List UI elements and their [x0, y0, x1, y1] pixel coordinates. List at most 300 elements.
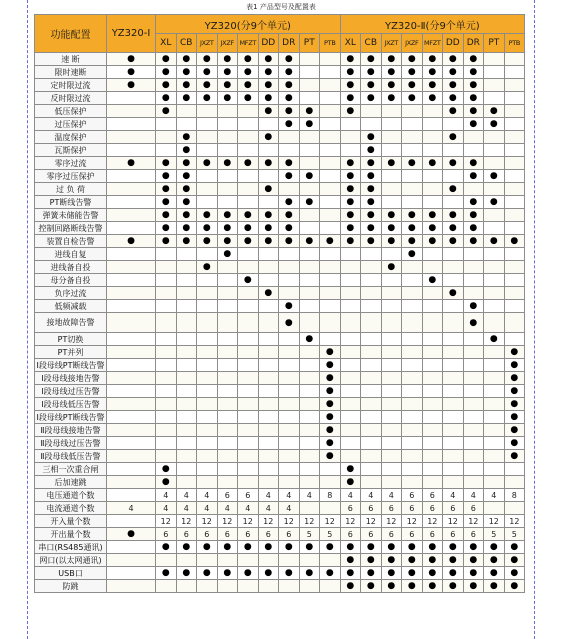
- config-dot-icon: ●: [264, 542, 273, 552]
- empty-cell: [484, 287, 505, 300]
- empty-cell: [176, 411, 197, 424]
- config-cell: [320, 398, 341, 411]
- empty-cell: [217, 554, 238, 567]
- config-dot-icon: ●: [387, 223, 396, 233]
- config-cell: [156, 105, 177, 118]
- config-dot-icon: ●: [489, 581, 498, 591]
- count-cell: 4: [197, 502, 218, 515]
- feature-label: 过压保护: [35, 118, 107, 131]
- empty-cell: [238, 248, 259, 261]
- empty-cell: [484, 183, 505, 196]
- empty-cell: [381, 450, 402, 463]
- count-cell: 6: [402, 489, 423, 502]
- empty-cell: [381, 346, 402, 359]
- config-cell: [156, 541, 177, 554]
- count-cell: 6: [279, 528, 300, 541]
- empty-cell: [258, 274, 279, 287]
- count-cell: 4: [176, 502, 197, 515]
- config-dot-icon: ●: [127, 54, 135, 64]
- count-cell: 4: [258, 502, 279, 515]
- count-cell: 6: [381, 502, 402, 515]
- config-dot-icon: ●: [387, 158, 396, 168]
- config-dot-icon: ●: [223, 80, 232, 90]
- config-dot-icon: ●: [387, 262, 396, 272]
- config-dot-icon: ●: [469, 568, 478, 578]
- config-dot-icon: ●: [448, 132, 457, 142]
- empty-cell: [361, 313, 382, 333]
- config-cell: [176, 541, 197, 554]
- empty-cell: [504, 196, 525, 209]
- config-dot-icon: ●: [510, 360, 519, 370]
- config-dot-icon: ●: [428, 54, 437, 64]
- config-dot-icon: ●: [127, 158, 135, 168]
- empty-cell: [484, 274, 505, 287]
- empty-cell: [279, 476, 300, 489]
- config-dot-icon: ●: [202, 80, 211, 90]
- config-cell: [443, 209, 464, 222]
- count-cell: 4: [381, 489, 402, 502]
- count-cell: 6: [197, 528, 218, 541]
- config-cell: [156, 463, 177, 476]
- empty-cell: [484, 157, 505, 170]
- empty-cell: [299, 287, 320, 300]
- empty-cell: [156, 131, 177, 144]
- config-dot-icon: ●: [202, 93, 211, 103]
- config-cell: [258, 157, 279, 170]
- config-dot-icon: ●: [510, 425, 519, 435]
- config-cell: [340, 541, 361, 554]
- empty-cell: [197, 287, 218, 300]
- empty-cell: [258, 554, 279, 567]
- empty-cell: [197, 450, 218, 463]
- config-dot-icon: ●: [305, 542, 314, 552]
- empty-cell: [279, 398, 300, 411]
- config-dot-icon: ●: [182, 132, 191, 142]
- config-dot-icon: ●: [127, 529, 135, 539]
- table-row: [35, 502, 525, 515]
- config-cell: [402, 580, 423, 593]
- empty-cell: [463, 248, 484, 261]
- empty-cell: [320, 118, 341, 131]
- config-cell: [381, 261, 402, 274]
- config-cell: [340, 53, 361, 66]
- config-cell: [258, 53, 279, 66]
- config-cell: [463, 170, 484, 183]
- config-cell: [422, 53, 443, 66]
- config-dot-icon: ●: [469, 555, 478, 565]
- config-cell: [299, 105, 320, 118]
- empty-cell: [217, 580, 238, 593]
- empty-cell: [402, 313, 423, 333]
- table-row: [35, 567, 525, 580]
- config-cell: [156, 53, 177, 66]
- config-cell: [443, 105, 464, 118]
- table-row: [35, 235, 525, 248]
- config-dot-icon: ●: [346, 197, 355, 207]
- empty-cell: [463, 144, 484, 157]
- empty-cell: [361, 346, 382, 359]
- config-cell: [361, 554, 382, 567]
- empty-cell: [107, 313, 156, 333]
- table-row: [35, 92, 525, 105]
- config-cell: [463, 567, 484, 580]
- count-cell: 4: [279, 489, 300, 502]
- config-cell: [176, 235, 197, 248]
- feature-label: 低频减载: [35, 300, 107, 313]
- config-cell: [299, 567, 320, 580]
- config-dot-icon: ●: [407, 249, 416, 259]
- empty-cell: [299, 209, 320, 222]
- config-cell: [463, 118, 484, 131]
- empty-cell: [279, 346, 300, 359]
- config-dot-icon: ●: [346, 542, 355, 552]
- count-cell: 4: [299, 489, 320, 502]
- config-dot-icon: ●: [264, 223, 273, 233]
- empty-cell: [484, 359, 505, 372]
- table-row: [35, 105, 525, 118]
- empty-cell: [463, 398, 484, 411]
- count-cell: 6: [422, 528, 443, 541]
- empty-cell: [176, 346, 197, 359]
- config-cell: [156, 79, 177, 92]
- config-dot-icon: ●: [161, 197, 170, 207]
- empty-cell: [238, 261, 259, 274]
- config-cell: [463, 235, 484, 248]
- config-dot-icon: ●: [161, 106, 170, 116]
- empty-cell: [484, 222, 505, 235]
- empty-cell: [504, 333, 525, 346]
- config-cell: [176, 66, 197, 79]
- table-body: [35, 53, 525, 593]
- feature-label: Ⅱ段母线过压告警: [35, 437, 107, 450]
- empty-cell: [279, 424, 300, 437]
- config-dot-icon: ●: [182, 171, 191, 181]
- config-dot-icon: ●: [448, 581, 457, 591]
- empty-cell: [422, 385, 443, 398]
- empty-cell: [156, 411, 177, 424]
- empty-cell: [361, 333, 382, 346]
- config-cell: [361, 235, 382, 248]
- count-cell: 12: [381, 515, 402, 528]
- empty-cell: [217, 411, 238, 424]
- empty-cell: [340, 300, 361, 313]
- empty-cell: [258, 580, 279, 593]
- empty-cell: [504, 157, 525, 170]
- config-dot-icon: ●: [428, 93, 437, 103]
- config-cell: [176, 196, 197, 209]
- config-cell: [422, 541, 443, 554]
- table-row: [35, 287, 525, 300]
- count-cell: 12: [176, 515, 197, 528]
- config-cell: [156, 476, 177, 489]
- empty-cell: [176, 333, 197, 346]
- table-caption: 表1 产品型号及配置表: [246, 3, 316, 11]
- empty-cell: [381, 183, 402, 196]
- empty-cell: [361, 463, 382, 476]
- empty-cell: [320, 53, 341, 66]
- empty-cell: [340, 346, 361, 359]
- empty-cell: [176, 424, 197, 437]
- config-dot-icon: ●: [264, 158, 273, 168]
- config-dot-icon: ●: [407, 93, 416, 103]
- config-dot-icon: ●: [202, 67, 211, 77]
- empty-cell: [320, 261, 341, 274]
- config-dot-icon: ●: [161, 93, 170, 103]
- empty-cell: [299, 437, 320, 450]
- config-cell: [484, 170, 505, 183]
- empty-cell: [258, 463, 279, 476]
- table-row: [35, 157, 525, 170]
- empty-cell: [299, 248, 320, 261]
- empty-cell: [107, 222, 156, 235]
- empty-cell: [258, 476, 279, 489]
- empty-cell: [299, 157, 320, 170]
- config-dot-icon: ●: [387, 568, 396, 578]
- empty-cell: [422, 463, 443, 476]
- config-dot-icon: ●: [489, 197, 498, 207]
- empty-cell: [107, 287, 156, 300]
- config-cell: [463, 222, 484, 235]
- config-dot-icon: ●: [202, 568, 211, 578]
- empty-cell: [238, 131, 259, 144]
- config-dot-icon: ●: [182, 197, 191, 207]
- empty-cell: [340, 450, 361, 463]
- config-cell: [402, 554, 423, 567]
- config-dot-icon: ●: [346, 67, 355, 77]
- empty-cell: [463, 287, 484, 300]
- empty-cell: [381, 385, 402, 398]
- config-dot-icon: ●: [346, 93, 355, 103]
- config-cell: [176, 209, 197, 222]
- config-cell: [279, 157, 300, 170]
- config-cell: [361, 131, 382, 144]
- count-cell: 4: [156, 489, 177, 502]
- right-margin-guide: [534, 0, 535, 639]
- config-dot-icon: ●: [284, 119, 293, 129]
- empty-cell: [320, 554, 341, 567]
- config-dot-icon: ●: [264, 80, 273, 90]
- config-cell: [504, 541, 525, 554]
- config-cell: [422, 554, 443, 567]
- config-dot-icon: ●: [366, 171, 375, 181]
- empty-cell: [299, 183, 320, 196]
- empty-cell: [238, 398, 259, 411]
- empty-cell: [299, 79, 320, 92]
- empty-cell: [504, 144, 525, 157]
- empty-cell: [217, 105, 238, 118]
- table-row: [35, 450, 525, 463]
- config-cell: [463, 300, 484, 313]
- config-dot-icon: ●: [305, 171, 314, 181]
- config-cell: [176, 183, 197, 196]
- empty-cell: [381, 333, 402, 346]
- empty-cell: [238, 424, 259, 437]
- empty-cell: [238, 437, 259, 450]
- empty-cell: [156, 398, 177, 411]
- empty-cell: [422, 131, 443, 144]
- empty-cell: [156, 261, 177, 274]
- empty-cell: [299, 92, 320, 105]
- empty-cell: [217, 313, 238, 333]
- unit-header-dd: DD: [258, 34, 279, 53]
- config-dot-icon: ●: [284, 542, 293, 552]
- empty-cell: [484, 385, 505, 398]
- config-dot-icon: ●: [202, 158, 211, 168]
- config-dot-icon: ●: [182, 80, 191, 90]
- empty-cell: [258, 437, 279, 450]
- config-dot-icon: ●: [428, 568, 437, 578]
- config-cell: [422, 79, 443, 92]
- config-cell: [463, 541, 484, 554]
- empty-cell: [361, 287, 382, 300]
- count-cell: 4: [217, 502, 238, 515]
- config-cell: [279, 541, 300, 554]
- config-dot-icon: ●: [407, 158, 416, 168]
- empty-cell: [279, 411, 300, 424]
- feature-label: 限时速断: [35, 66, 107, 79]
- feature-label: 进线自复: [35, 248, 107, 261]
- count-cell: 12: [422, 515, 443, 528]
- config-dot-icon: ●: [407, 67, 416, 77]
- config-cell: [340, 66, 361, 79]
- empty-cell: [217, 300, 238, 313]
- config-dot-icon: ●: [407, 542, 416, 552]
- empty-cell: [238, 287, 259, 300]
- config-dot-icon: ●: [325, 438, 334, 448]
- config-cell: [504, 437, 525, 450]
- count-cell: 6: [217, 489, 238, 502]
- config-cell: [217, 235, 238, 248]
- empty-cell: [156, 287, 177, 300]
- config-cell: [217, 157, 238, 170]
- empty-cell: [217, 333, 238, 346]
- config-cell: [361, 196, 382, 209]
- table-row: [35, 372, 525, 385]
- config-dot-icon: ●: [223, 67, 232, 77]
- feature-label: 开入量个数: [35, 515, 107, 528]
- empty-cell: [504, 105, 525, 118]
- empty-cell: [107, 437, 156, 450]
- config-dot-icon: ●: [264, 132, 273, 142]
- config-cell: [463, 196, 484, 209]
- empty-cell: [422, 144, 443, 157]
- count-cell: 12: [463, 515, 484, 528]
- config-cell: [402, 53, 423, 66]
- empty-cell: [463, 333, 484, 346]
- empty-cell: [402, 385, 423, 398]
- empty-cell: [443, 333, 464, 346]
- empty-cell: [443, 144, 464, 157]
- empty-cell: [176, 437, 197, 450]
- empty-cell: [156, 313, 177, 333]
- count-cell: 12: [402, 515, 423, 528]
- config-dot-icon: ●: [161, 210, 170, 220]
- unit-header-dr: DR: [279, 34, 300, 53]
- config-dot-icon: ●: [325, 542, 334, 552]
- feature-label: 网口(以太网通讯): [35, 554, 107, 567]
- empty-cell: [156, 424, 177, 437]
- empty-cell: [504, 287, 525, 300]
- table-row: [35, 274, 525, 287]
- empty-cell: [504, 183, 525, 196]
- feature-label: PT并列: [35, 346, 107, 359]
- config-cell: [381, 53, 402, 66]
- config-cell: [443, 287, 464, 300]
- config-dot-icon: ●: [448, 555, 457, 565]
- unit-header-pt: PT: [484, 34, 505, 53]
- config-dot-icon: ●: [182, 67, 191, 77]
- count-cell: 6: [340, 502, 361, 515]
- config-cell: [156, 209, 177, 222]
- config-dot-icon: ●: [428, 542, 437, 552]
- empty-cell: [484, 372, 505, 385]
- config-dot-icon: ●: [243, 67, 252, 77]
- table-row: [35, 333, 525, 346]
- empty-cell: [361, 359, 382, 372]
- empty-cell: [238, 411, 259, 424]
- config-dot-icon: ●: [469, 54, 478, 64]
- unit-header-mfzt: MFZT: [238, 34, 259, 53]
- config-dot-icon: ●: [346, 464, 355, 474]
- empty-cell: [156, 359, 177, 372]
- empty-cell: [258, 359, 279, 372]
- count-cell: 6: [443, 528, 464, 541]
- config-cell: [340, 235, 361, 248]
- config-cell: [217, 567, 238, 580]
- config-cell: [279, 567, 300, 580]
- count-cell: 12: [484, 515, 505, 528]
- config-dot-icon: ●: [284, 568, 293, 578]
- empty-cell: [176, 300, 197, 313]
- config-cell: [422, 209, 443, 222]
- config-cell: [107, 79, 156, 92]
- count-cell: 12: [443, 515, 464, 528]
- config-cell: [197, 261, 218, 274]
- empty-cell: [238, 196, 259, 209]
- feature-label: 零序过压保护: [35, 170, 107, 183]
- config-dot-icon: ●: [223, 93, 232, 103]
- config-cell: [340, 170, 361, 183]
- config-cell: [107, 528, 156, 541]
- empty-cell: [340, 437, 361, 450]
- config-dot-icon: ●: [305, 119, 314, 129]
- config-cell: [320, 411, 341, 424]
- empty-cell: [279, 261, 300, 274]
- config-dot-icon: ●: [243, 93, 252, 103]
- config-dot-icon: ●: [448, 158, 457, 168]
- config-dot-icon: ●: [387, 67, 396, 77]
- empty-cell: [320, 287, 341, 300]
- empty-cell: [381, 287, 402, 300]
- empty-cell: [402, 372, 423, 385]
- config-dot-icon: ●: [243, 80, 252, 90]
- config-cell: [176, 131, 197, 144]
- config-cell: [258, 541, 279, 554]
- config-dot-icon: ●: [387, 236, 396, 246]
- empty-cell: [402, 261, 423, 274]
- config-dot-icon: ●: [366, 581, 375, 591]
- config-cell: [463, 580, 484, 593]
- feature-label: 瓦斯保护: [35, 144, 107, 157]
- config-dot-icon: ●: [469, 171, 478, 181]
- config-cell: [258, 183, 279, 196]
- config-dot-icon: ●: [223, 568, 232, 578]
- config-cell: [463, 105, 484, 118]
- feature-label: Ⅱ段母线低压告警: [35, 450, 107, 463]
- empty-cell: [504, 92, 525, 105]
- empty-cell: [156, 450, 177, 463]
- config-cell: [197, 567, 218, 580]
